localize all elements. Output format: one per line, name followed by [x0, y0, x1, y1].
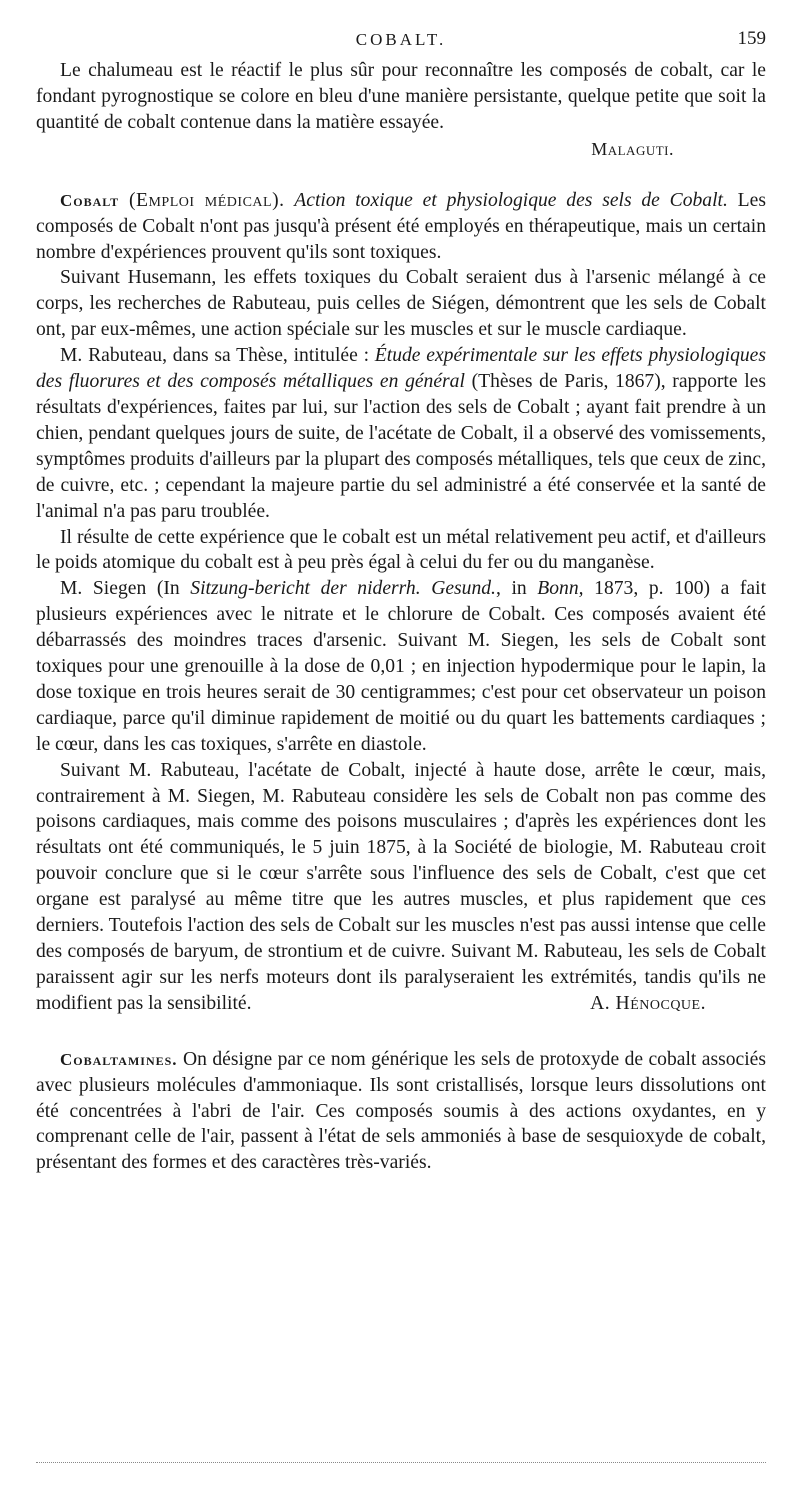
- entry1-paragraph-1: [36, 188, 766, 266]
- entry1-headword: Cobalt: [60, 190, 120, 210]
- entry2-text: On désigne par ce nom générique les sels de protoxyde de cobalt associés avec plusieurs molécules d'ammoniaque. Ils sont cristallisés, lorsque leurs dissolutions ont été concentrées à l'abri de l'air. Ces composés soumis à des actions oxydantes, en y comprenant celle de l'air, passent à l'état de sels ammoniés à base de sesquioxyde de cobalt, présentant des formes et des caractères très-variés.: [36, 1048, 766, 1174]
- entry1-p6-text: Suivant M. Rabuteau, l'acétate de Cobalt, injecté à haute dose, arrête le cœur, mais, contrairement à M. Siegen, M. Rabuteau considère les sels de Cobalt non pas comme des poisons cardiaques, mais comme des poisons musculaires ; d'après les expériences dont les résultats ont été communiqués, le 5 juin 1875, à la Société de biologie, M. Rabuteau croit pouvoir conclure que si le cœur s'arrête sous l'influence des sels de Cobalt, c'est que cet organe est paralysé au même titre que les autres muscles, et plus rapidement que ces derniers. Toutefois l'action des sels de Cobalt sur les muscles n'est pas aussi intense que celle des composés de baryum, de strontium et de cuivre. Suivant M. Rabuteau, les sels de Cobalt paraissent agir sur les nerfs moteurs dont ils paralyseraient les extrémités, tandis qu'ils ne modifient pas la sensibilité.: [36, 759, 766, 1014]
- intro-section: [36, 58, 766, 162]
- entry1-p1-text: Les composés de Cobalt n'ont pas jusqu'à présent été employés en thérapeutique, mais un certain nombre d'expériences prouvent qu'ils sont toxiques.: [36, 189, 766, 263]
- entry1-paragraph-5: [36, 576, 766, 757]
- footer-rule: [36, 1462, 766, 1463]
- entry2-paragraph: [36, 1047, 766, 1177]
- entry1-paragraph-4: Il résulte de cette expérience que le cobalt est un métal relativement peu actif, et d'ailleurs le poids atomique du cobalt est à peu près égal à celui du fer ou du manganèse.: [36, 526, 766, 574]
- entry-cobaltamines: [36, 1047, 766, 1177]
- entry1-p5-place: Bonn,: [537, 578, 584, 600]
- entry1-italic-title: Action toxique et physiologique des sels de Cobalt.: [294, 189, 728, 211]
- entry1-paragraph-2: Suivant Husemann, les effets toxiques du Cobalt seraient dus à l'arsenic mélangé à ce corps, les recherches de Rabuteau, puis celles de Siégen, démontrent que les sels de Cobalt ont, par eux-mêmes, une action spéciale sur les muscles et sur le muscle cardiaque.: [36, 267, 766, 341]
- page-header: [36, 0, 766, 58]
- entry1-p5-text: 1873, p. 100) a fait plusieurs expériences avec le nitrate et le chlorure de Cobalt. Ces composés avaient été débarrassés des moindres traces d'arsenic. Suivant M. Siegen, les sels de Cobalt sont toxiques pour une grenouille à la dose de 0,01 ; en injection hypodermique pour le lapin, la dose toxique en trois heures serait de 30 centigrammes; c'est pour cet observateur un poison cardiaque, parce qu'il diminue rapidement de moitié ou du quart les battements cardiaques ; le cœur, dans les cas toxiques, s'arrête en diastole.: [36, 578, 767, 755]
- entry2-headword: Cobaltamines.: [60, 1049, 178, 1069]
- entry-cobalt-medical: [36, 188, 766, 1017]
- intro-paragraph: Le chalumeau est le réactif le plus sûr pour reconnaître les composés de cobalt, car le fondant pyrognostique se colore en bleu d'une manière persistante, quelque petite que soit la quantité de cobalt contenue dans la matière essayée.: [36, 60, 766, 133]
- entry1-p5-sep: , in: [495, 578, 538, 600]
- entry1-p5-lead: M. Siegen (In: [60, 578, 191, 600]
- page-number: 159: [737, 28, 766, 49]
- running-title: COBALT.: [355, 30, 447, 49]
- entry1-p3-lead: M. Rabuteau, dans sa Thèse, intitulée :: [60, 345, 375, 367]
- entry1-signature: A. Hénocque.: [590, 992, 706, 1014]
- entry1-p3-thesis-title: Étude expérimentale sur les effets physiologiques des fluorures et des composés métalliques en général: [36, 345, 767, 393]
- entry1-paragraph-3: [36, 343, 766, 524]
- entry1-paragraph-6: [36, 758, 766, 1017]
- entry1-p5-journal: Sitzung-bericht der niderrh. Gesund.: [190, 578, 496, 600]
- entry1-p3-text: (Thèses de Paris, 1867), rapporte les résultats d'expériences, faites par lui, sur l'action des sels de Cobalt ; ayant fait prendre à un chien, pendant quelques jours de suite, de l'acétate de Cobalt, il a observé des vomissements, symptômes produits d'ailleurs par la plupart des composés métalliques, tels que ceux de zinc, de cuivre, etc. ; cependant la majeure partie du sel administré a été conservée et la santé de l'animal n'a pas paru troublée.: [36, 371, 766, 522]
- entry1-subheading: (Emploi médical).: [128, 189, 285, 211]
- intro-signature: Malaguti.: [591, 138, 674, 159]
